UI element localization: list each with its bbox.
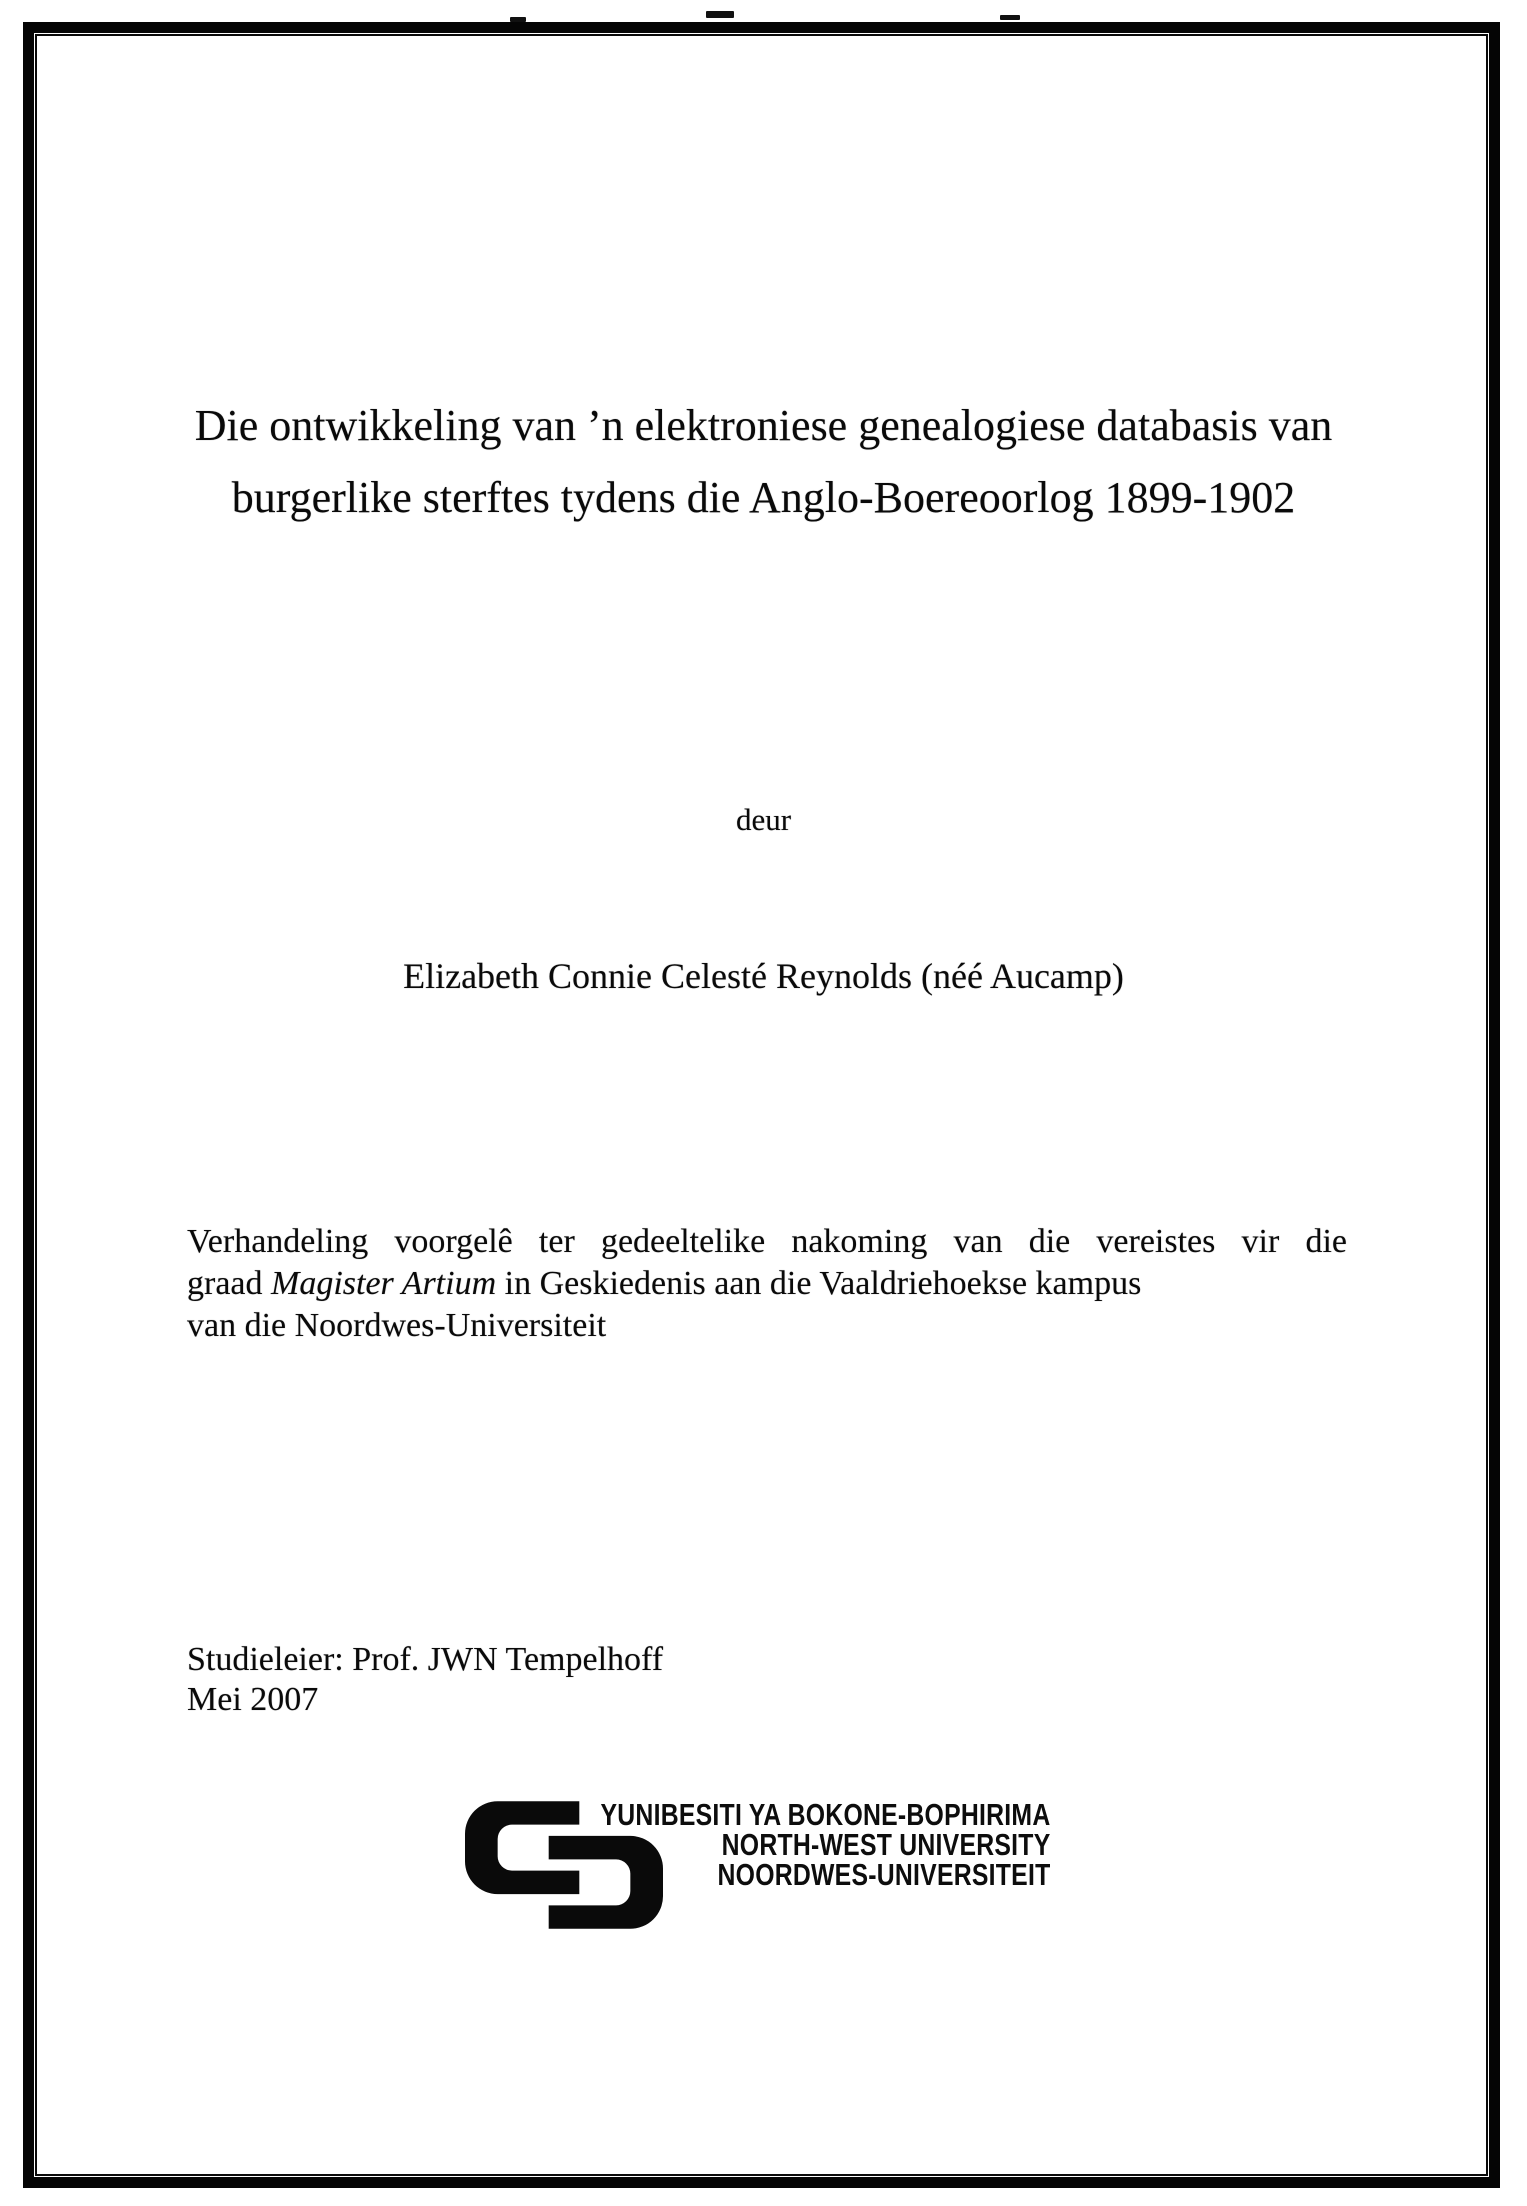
author-name: Elizabeth Connie Celesté Reynolds (néé Aucamp)	[403, 956, 1124, 996]
degree-name-italic: Magister Artium	[271, 1265, 497, 1302]
university-name-setswana: YUNIBESITI YA BOKONE-BOPHIRIMA	[600, 1797, 1050, 1832]
university-name-afrikaans: NOORDWES-UNIVERSITEIT	[717, 1857, 1050, 1892]
statement-line2-pre: graad	[187, 1265, 272, 1302]
statement-line1: Verhandeling voorgelê ter gedeeltelike nakoming van die vereistes vir die	[187, 1223, 1347, 1260]
university-name-english: NORTH-WEST UNIVERSITY	[721, 1827, 1050, 1862]
thesis-title-line2: burgerlike sterftes tydens die Anglo-Boereoorlog 1899-1902	[231, 473, 1296, 522]
thesis-title	[0, 390, 1527, 534]
thesis-statement	[187, 1221, 1347, 1347]
statement-line3: van die Noordwes-Universiteit	[187, 1307, 607, 1344]
supervisor-line: Studieleier: Prof. JWN Tempelhoff	[187, 1641, 664, 1678]
university-name-block	[600, 1797, 1050, 1892]
thesis-title-line1: Die ontwikkeling van ’n elektroniese genealogiese databasis van	[194, 401, 1333, 450]
byline-deur: deur	[735, 802, 792, 837]
supervisor-block	[187, 1640, 663, 1720]
statement-line2	[187, 1263, 1347, 1305]
date-line: Mei 2007	[187, 1681, 319, 1718]
statement-line2-post: in Geskiedenis aan die Vaaldriehoekse kampus	[496, 1265, 1142, 1302]
